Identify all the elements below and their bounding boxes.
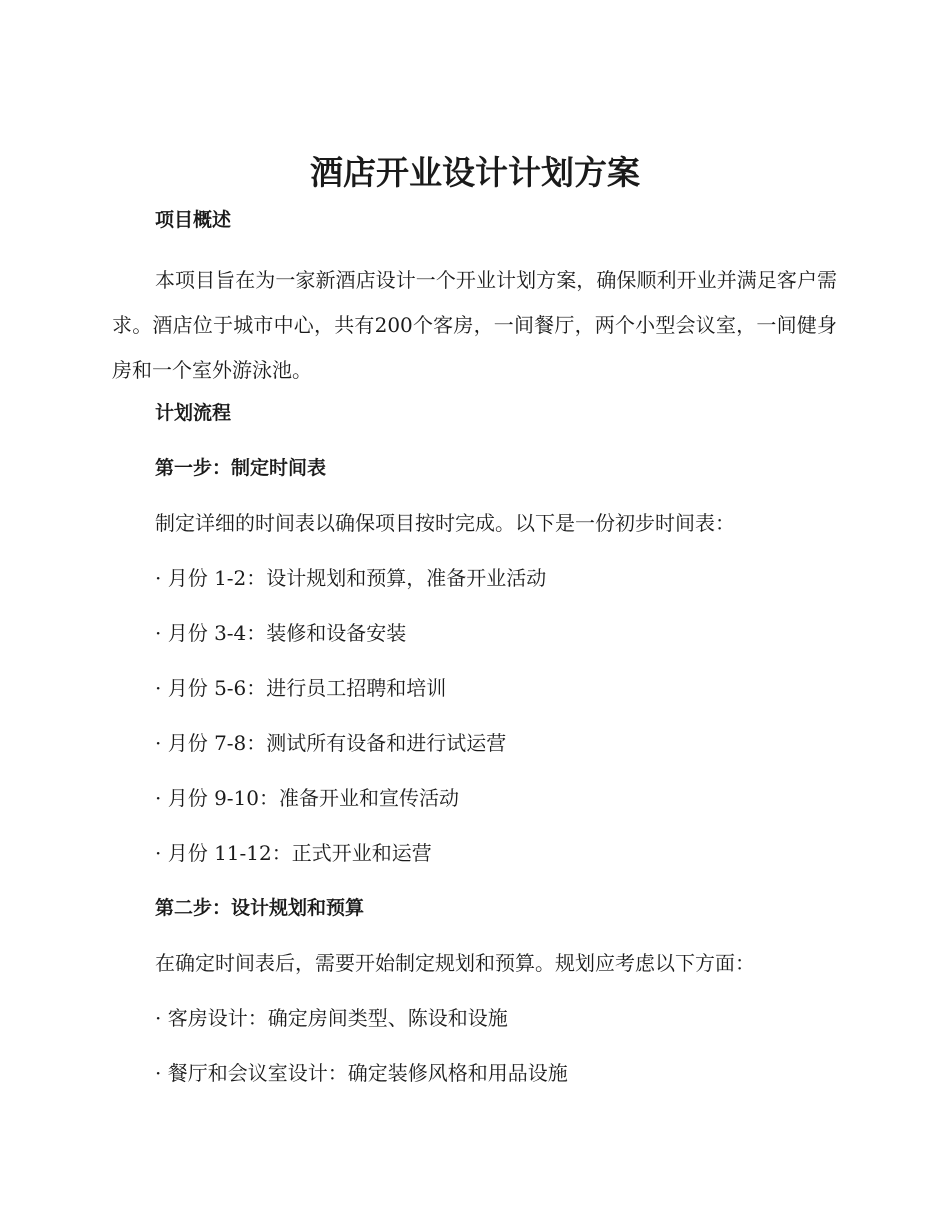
section-heading-overview: 项目概述 bbox=[155, 209, 232, 231]
document-title: 酒店开业设计计划方案 bbox=[310, 153, 640, 192]
planning-item: · 客房设计：确定房间类型、陈设和设施 bbox=[155, 1006, 508, 1030]
step2-intro: 在确定时间表后，需要开始制定规划和预算。规划应考虑以下方面： bbox=[155, 951, 755, 975]
schedule-item: · 月份 3-4：装修和设备安装 bbox=[155, 621, 407, 645]
planning-item: · 餐厅和会议室设计：确定装修风格和用品设施 bbox=[155, 1061, 568, 1085]
overview-paragraph: 本项目旨在为一家新酒店设计一个开业计划方案，确保顺利开业并满足客户需求。酒店位于城市中心，共有200个客房，一间餐厅，两个小型会议室，一间健身房和一个室外游泳池。 bbox=[112, 268, 837, 382]
step1-heading: 第一步：制定时间表 bbox=[155, 457, 327, 479]
section-heading-process: 计划流程 bbox=[155, 402, 232, 424]
schedule-item: · 月份 9-10：准备开业和宣传活动 bbox=[155, 786, 460, 810]
schedule-item: · 月份 5-6：进行员工招聘和培训 bbox=[155, 676, 447, 700]
step2-heading: 第二步：设计规划和预算 bbox=[155, 897, 365, 919]
schedule-item: · 月份 11-12：正式开业和运营 bbox=[155, 841, 432, 865]
step1-intro: 制定详细的时间表以确保项目按时完成。以下是一份初步时间表： bbox=[155, 511, 735, 535]
schedule-item: · 月份 7-8：测试所有设备和进行试运营 bbox=[155, 731, 507, 755]
schedule-item: · 月份 1-2：设计规划和预算，准备开业活动 bbox=[155, 566, 547, 590]
